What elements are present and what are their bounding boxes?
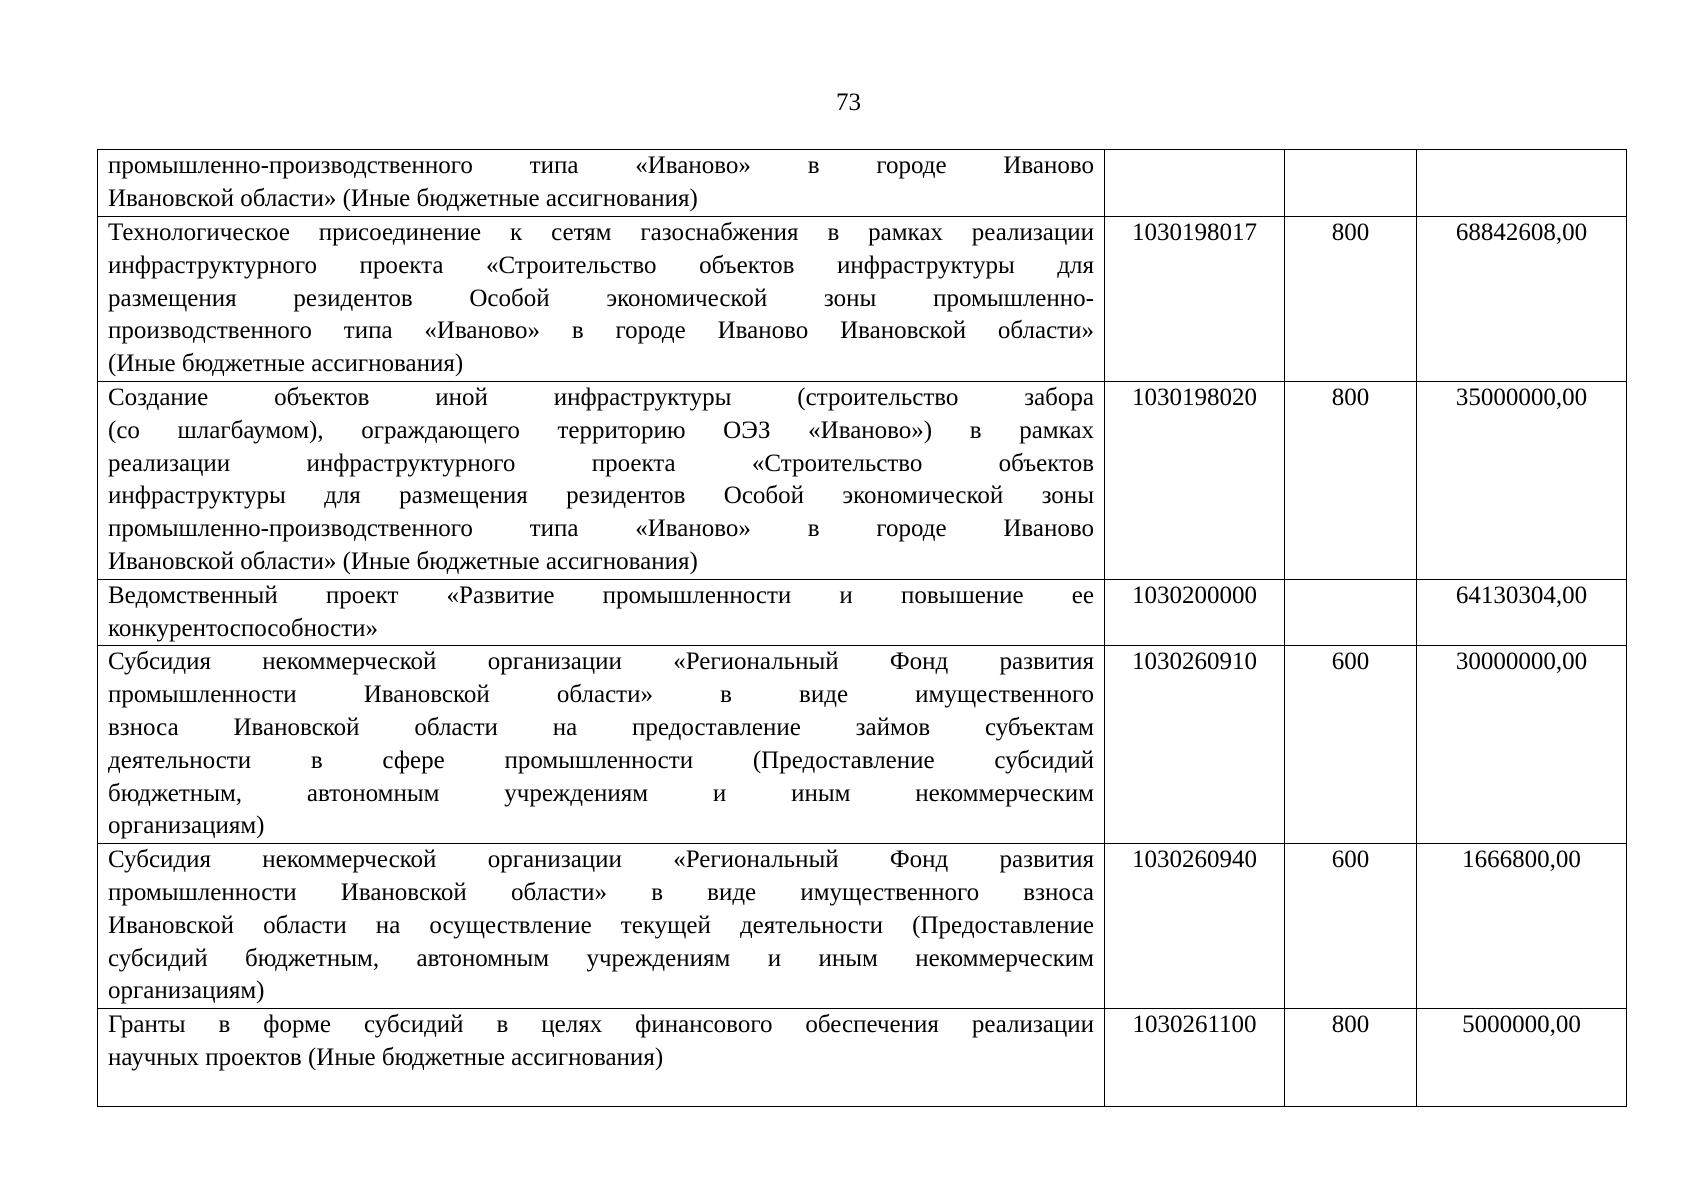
item-name-line: Создание объектов иной инфраструктуры (строительство забора bbox=[108, 384, 1094, 411]
target-code-cell: 1030198020 bbox=[1105, 382, 1285, 580]
item-name-cell bbox=[98, 1009, 1105, 1107]
item-name-line: реализации инфраструктурного проекта «Строительство объектов bbox=[108, 449, 1094, 477]
table-row bbox=[98, 217, 1627, 382]
amount-cell bbox=[1417, 150, 1627, 217]
item-name-cell bbox=[98, 150, 1105, 217]
amount-cell: 35000000,00 bbox=[1417, 382, 1627, 580]
item-name-line: (Иные бюджетные ассигнования) bbox=[108, 350, 464, 378]
item-name-line: организациям) bbox=[108, 977, 265, 1005]
amount-cell: 5000000,00 bbox=[1417, 1009, 1627, 1107]
item-name-line: Ивановской области» (Иные бюджетные ассигнования) bbox=[108, 547, 698, 575]
item-name-line: производственного типа «Иваново» в городе Иваново Ивановской области» bbox=[108, 317, 1094, 345]
table-body bbox=[98, 150, 1627, 1107]
amount-cell: 1666800,00 bbox=[1417, 844, 1627, 1009]
item-name-line: (со шлагбаумом), ограждающего территорию ОЭЗ «Иваново») в рамках bbox=[108, 416, 1094, 444]
item-name-cell bbox=[98, 646, 1105, 844]
expense-type-cell bbox=[1285, 579, 1417, 646]
table-row bbox=[98, 646, 1627, 844]
item-name-line: бюджетным, автономным учреждениям и иным некоммерческим bbox=[108, 779, 1094, 807]
item-name-line: Ивановской области на осуществление текущей деятельности (Предоставление bbox=[108, 911, 1094, 939]
item-name-cell bbox=[98, 217, 1105, 382]
item-name-line: Субсидия некоммерческой организации «Региональный Фонд развития bbox=[108, 846, 1094, 874]
item-name-line: Субсидия некоммерческой организации «Региональный Фонд развития bbox=[108, 648, 1094, 676]
item-name-line: инфраструктурного проекта «Строительство объектов инфраструктуры для bbox=[108, 251, 1094, 279]
item-name-line: промышленности Ивановской области» в виде имущественного bbox=[108, 681, 1094, 709]
table-row bbox=[98, 382, 1627, 580]
table-row bbox=[98, 579, 1627, 646]
expense-type-cell: 600 bbox=[1285, 844, 1417, 1009]
expense-type-cell bbox=[1285, 150, 1417, 217]
table-row bbox=[98, 150, 1627, 217]
item-name-line: субсидий бюджетным, автономным учреждениям и иным некоммерческим bbox=[108, 944, 1094, 972]
item-name-line: Гранты в форме субсидий в целях финансового обеспечения реализации bbox=[108, 1011, 1094, 1039]
table-row bbox=[98, 844, 1627, 1009]
budget-table bbox=[97, 149, 1627, 1107]
expense-type-cell: 600 bbox=[1285, 646, 1417, 844]
expense-type-cell: 800 bbox=[1285, 382, 1417, 580]
item-name-cell bbox=[98, 382, 1105, 580]
item-name-line: размещения резидентов Особой экономической зоны промышленно- bbox=[108, 284, 1094, 312]
item-name-line: конкурентоспособности» bbox=[108, 614, 379, 642]
target-code-cell: 1030200000 bbox=[1105, 579, 1285, 646]
target-code-cell: 1030198017 bbox=[1105, 217, 1285, 382]
item-name-cell bbox=[98, 844, 1105, 1009]
amount-cell: 30000000,00 bbox=[1417, 646, 1627, 844]
item-name-line: Ведомственный проект «Развитие промышленности и повышение ее bbox=[108, 581, 1094, 609]
item-name-line: Ивановской области» (Иные бюджетные ассигнования) bbox=[108, 184, 698, 212]
target-code-cell: 1030260940 bbox=[1105, 844, 1285, 1009]
amount-cell: 64130304,00 bbox=[1417, 579, 1627, 646]
item-name-line: промышленно-производственного типа «Иваново» в городе Иваново bbox=[108, 515, 1094, 543]
item-name-line: инфраструктуры для размещения резидентов Особой экономической зоны bbox=[108, 482, 1094, 510]
target-code-cell: 1030260910 bbox=[1105, 646, 1285, 844]
expense-type-cell: 800 bbox=[1285, 217, 1417, 382]
page-number: 73 bbox=[836, 89, 861, 116]
expense-type-cell: 800 bbox=[1285, 1009, 1417, 1107]
table-row bbox=[98, 1009, 1627, 1107]
item-name-line: организациям) bbox=[108, 812, 265, 840]
item-name-line: деятельности в сфере промышленности (Предоставление субсидий bbox=[108, 746, 1094, 774]
item-name-cell bbox=[98, 579, 1105, 646]
target-code-cell: 1030261100 bbox=[1105, 1009, 1285, 1107]
item-name-line: промышленно-производственного типа «Иваново» в городе Иваново bbox=[108, 152, 1094, 179]
item-name-line: Технологическое присоединение к сетям газоснабжения в рамках реализации bbox=[108, 219, 1094, 246]
amount-cell: 68842608,00 bbox=[1417, 217, 1627, 382]
item-name-line: промышленности Ивановской области» в виде имущественного взноса bbox=[108, 878, 1094, 906]
item-name-line: взноса Ивановской области на предоставление займов субъектам bbox=[108, 713, 1094, 741]
item-name-line: научных проектов (Иные бюджетные ассигнования) bbox=[108, 1043, 664, 1071]
target-code-cell bbox=[1105, 150, 1285, 217]
